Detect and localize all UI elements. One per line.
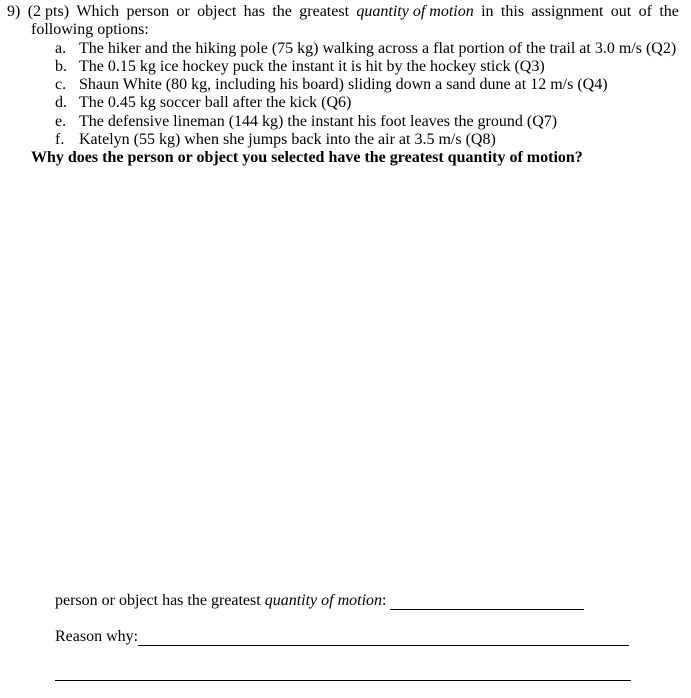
- option-letter: b.: [55, 57, 67, 75]
- stem-word: the: [659, 3, 679, 20]
- option-a: [7, 40, 679, 58]
- person-label-emphasis: quantity of motion: [264, 592, 383, 609]
- stem-word: this: [500, 3, 525, 20]
- stem-word: Which: [76, 3, 120, 20]
- option-text: The 0.45 kg soccer ball after the kick (Q6): [79, 94, 352, 112]
- stem-word: or: [176, 3, 190, 20]
- option-e: [7, 113, 679, 131]
- why-prompt: Why does the person or object you selected have the greatest quantity of motion?: [31, 149, 583, 167]
- reason-answer-line-2[interactable]: [55, 680, 631, 681]
- person-answer-row: [55, 592, 584, 610]
- option-d: [7, 94, 679, 112]
- stem-word: of: [638, 3, 652, 20]
- person-label-suffix: :: [382, 592, 387, 609]
- question-number: 9): [7, 3, 21, 20]
- person-answer-blank[interactable]: [390, 593, 584, 610]
- option-f: [7, 131, 679, 149]
- reason-answer-row: [55, 628, 629, 646]
- option-letter: c.: [55, 76, 67, 94]
- option-letter: f.: [55, 131, 65, 149]
- option-text: Shaun White (80 kg, including his board) sliding down a sand dune at 12 m/s (Q4): [79, 76, 608, 94]
- question-stem-line-2: following options:: [31, 21, 149, 39]
- reason-answer-blank[interactable]: [138, 629, 629, 646]
- stem-word: out: [610, 3, 632, 20]
- stem-word: person: [126, 3, 170, 20]
- person-label-prefix: person or object has the greatest: [55, 592, 261, 609]
- option-text: The 0.15 kg ice hockey puck the instant it is hit by the hockey stick (Q3): [79, 57, 545, 75]
- stem-word: has: [243, 3, 265, 20]
- stem-word: in: [481, 3, 494, 20]
- stem-word: assignment: [531, 3, 604, 20]
- option-letter: a.: [55, 39, 67, 57]
- stem-word: the: [272, 3, 292, 20]
- reason-label: Reason why:: [55, 628, 139, 645]
- stem-word: object: [197, 3, 237, 20]
- option-text: The hiker and the hiking pole (75 kg) walking across a flat portion of the trail at 3.0 m/s (Q2): [79, 39, 677, 57]
- option-letter: e.: [55, 112, 67, 130]
- question-9: [7, 3, 679, 168]
- question-points: (2 pts): [27, 3, 70, 20]
- stem-emphasis: quantity of motion: [356, 3, 474, 20]
- options-list: [7, 40, 679, 150]
- option-letter: d.: [55, 94, 67, 112]
- option-c: [7, 76, 679, 94]
- stem-word: greatest: [299, 3, 350, 20]
- option-text: Katelyn (55 kg) when she jumps back into the air at 3.5 m/s (Q8): [79, 131, 496, 149]
- option-text: The defensive lineman (144 kg) the instant his foot leaves the ground (Q7): [79, 112, 558, 130]
- option-b: [7, 58, 679, 76]
- question-stem-line-1: [7, 3, 679, 21]
